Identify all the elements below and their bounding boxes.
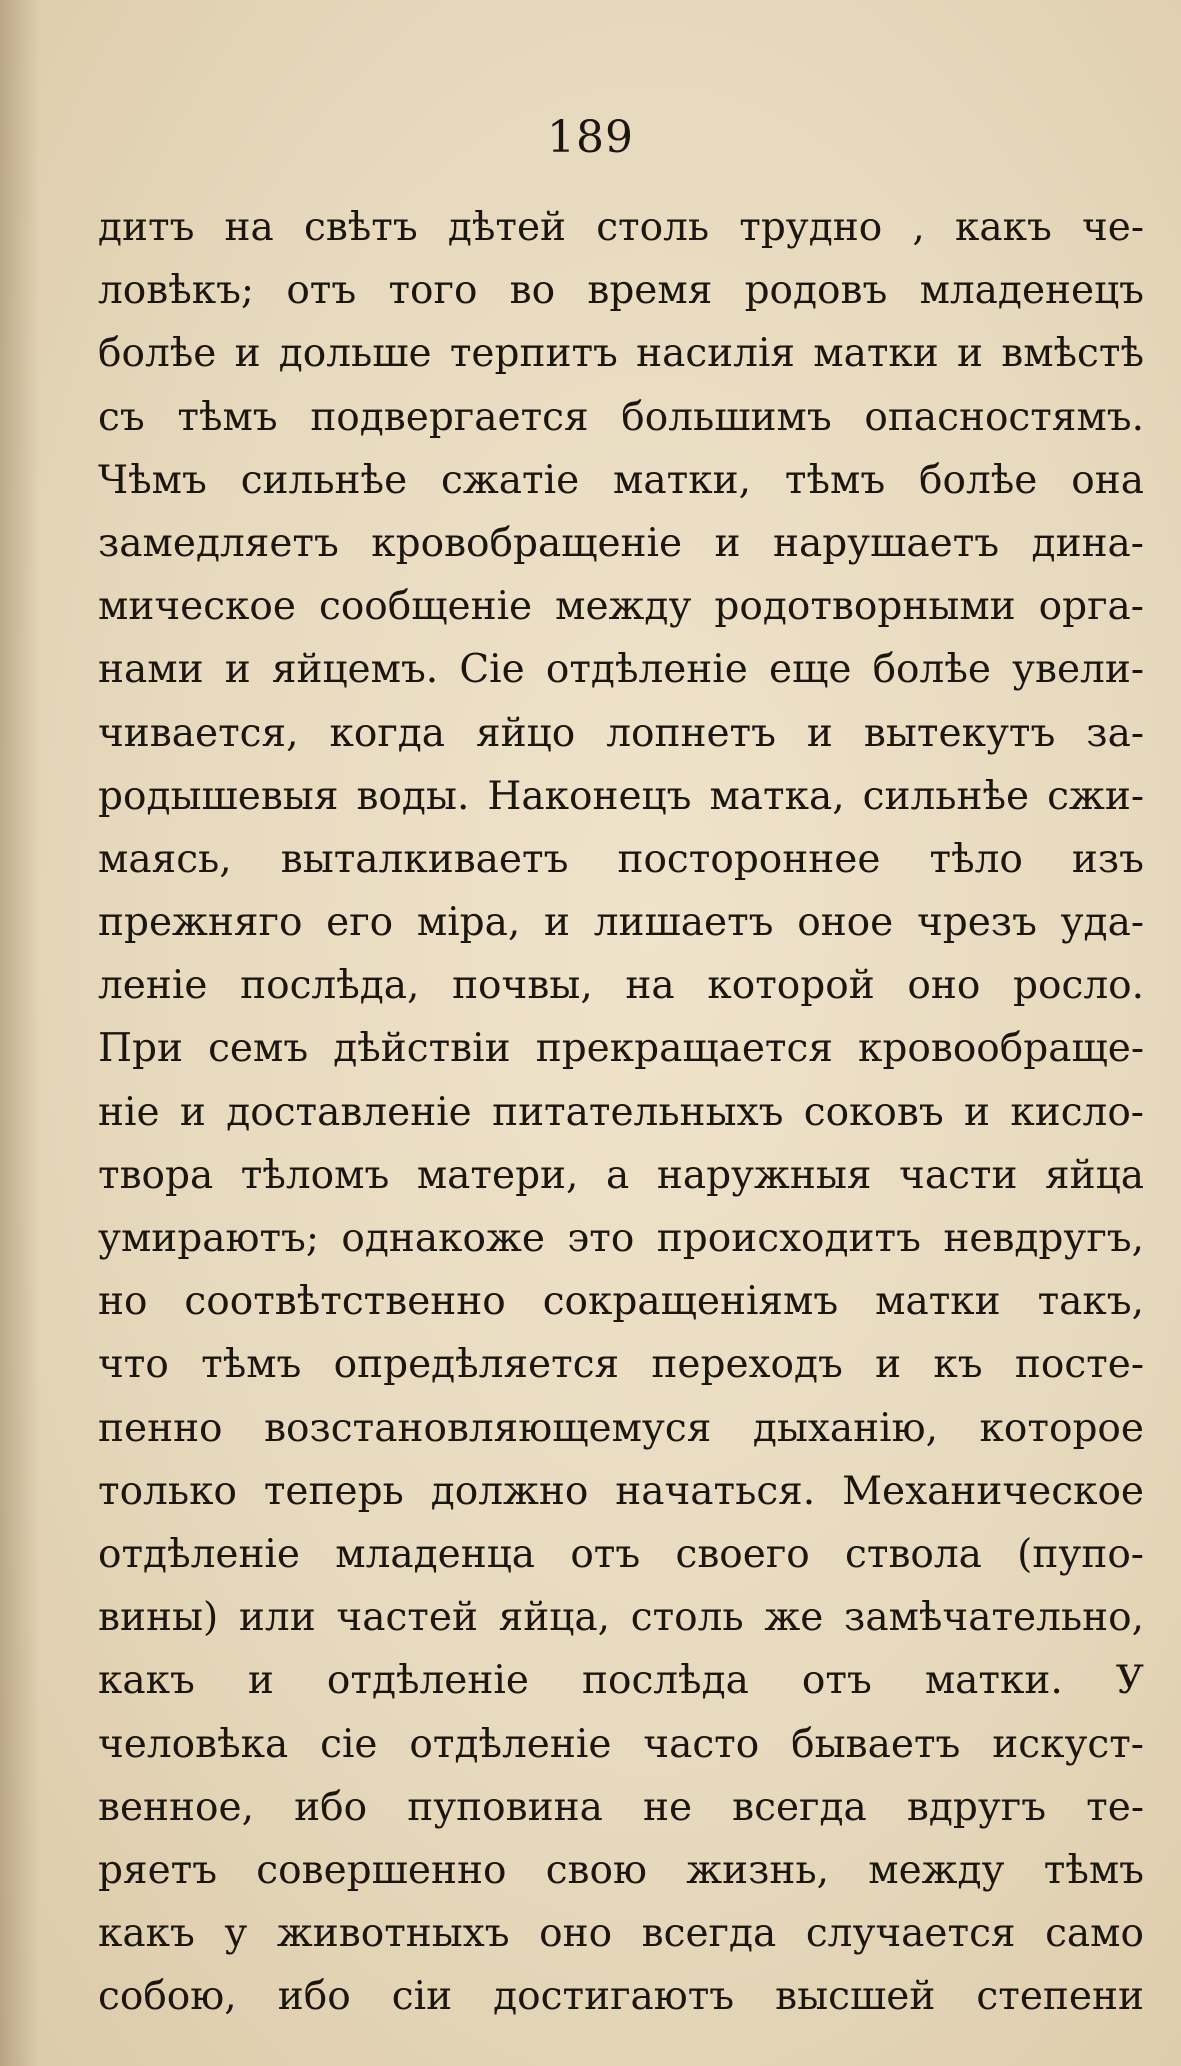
text-line: какъ у животныхъ оно всегда случается само xyxy=(98,1911,1144,1957)
text-line: вины) или частей яйца, столь же замѣчательно, xyxy=(98,1595,1144,1641)
body-text xyxy=(98,196,1144,2028)
text-line: нами и яйцемъ. Сіе отдѣленіе еще болѣе увели- xyxy=(98,647,1144,693)
text-line: Чѣмъ сильнѣе сжатіе матки, тѣмъ болѣе она xyxy=(98,457,1144,503)
text-line: отдѣленіе младенца отъ своего ствола (пупо- xyxy=(98,1531,1144,1577)
text-line: какъ и отдѣленіе послѣда отъ матки. У xyxy=(98,1658,1144,1704)
text-line: съ тѣмъ подвергается большимъ опасностямъ. xyxy=(98,394,1144,440)
text-line: ловѣкъ; отъ того во время родовъ младенецъ xyxy=(98,268,1144,314)
text-line: только теперь должно начаться. Механическое xyxy=(98,1468,1144,1514)
text-line: чивается, когда яйцо лопнетъ и вытекутъ за- xyxy=(98,710,1144,756)
text-line: болѣе и дольше терпитъ насилія матки и вмѣстѣ xyxy=(98,331,1144,377)
text-line: венное, ибо пуповина не всегда вдругъ те- xyxy=(98,1784,1144,1830)
text-line: При семъ дѣйствіи прекращается кровообраще- xyxy=(98,1026,1144,1072)
text-line: но соотвѣтственно сокращеніямъ матки такъ, xyxy=(98,1279,1144,1325)
text-line: ряетъ совершенно свою жизнь, между тѣмъ xyxy=(98,1847,1144,1893)
text-line: ніе и доставленіе питательныхъ соковъ и кисло- xyxy=(98,1089,1144,1135)
text-line: что тѣмъ опредѣляется переходъ и къ посте- xyxy=(98,1342,1144,1388)
text-line: твора тѣломъ матери, а наружныя части яйца xyxy=(98,1152,1144,1198)
text-line: родышевыя воды. Наконецъ матка, сильнѣе сжи- xyxy=(98,773,1144,819)
text-line: человѣка сіе отдѣленіе часто бываетъ искуст- xyxy=(98,1721,1144,1767)
text-line: замедляетъ кровобращеніе и нарушаетъ дина- xyxy=(98,520,1144,566)
text-line: маясь, выталкиваетъ постороннее тѣло изъ xyxy=(98,836,1144,882)
text-line: дитъ на свѣтъ дѣтей столь трудно , какъ че- xyxy=(98,205,1144,250)
text-line: мическое сообщеніе между родотворными орга- xyxy=(98,584,1144,630)
text-line: пенно возстановляющемуся дыханію, которое xyxy=(98,1405,1144,1451)
text-line: собою, ибо сіи достигаютъ высшей степени xyxy=(98,1974,1144,2020)
page-number: 189 xyxy=(547,112,634,163)
text-line: леніе послѣда, почвы, на которой оно росло. xyxy=(98,963,1144,1009)
text-line: прежняго его міра, и лишаетъ оное чрезъ уда- xyxy=(98,900,1144,946)
text-line: умираютъ; однакоже это происходитъ невдругъ, xyxy=(98,1216,1144,1261)
